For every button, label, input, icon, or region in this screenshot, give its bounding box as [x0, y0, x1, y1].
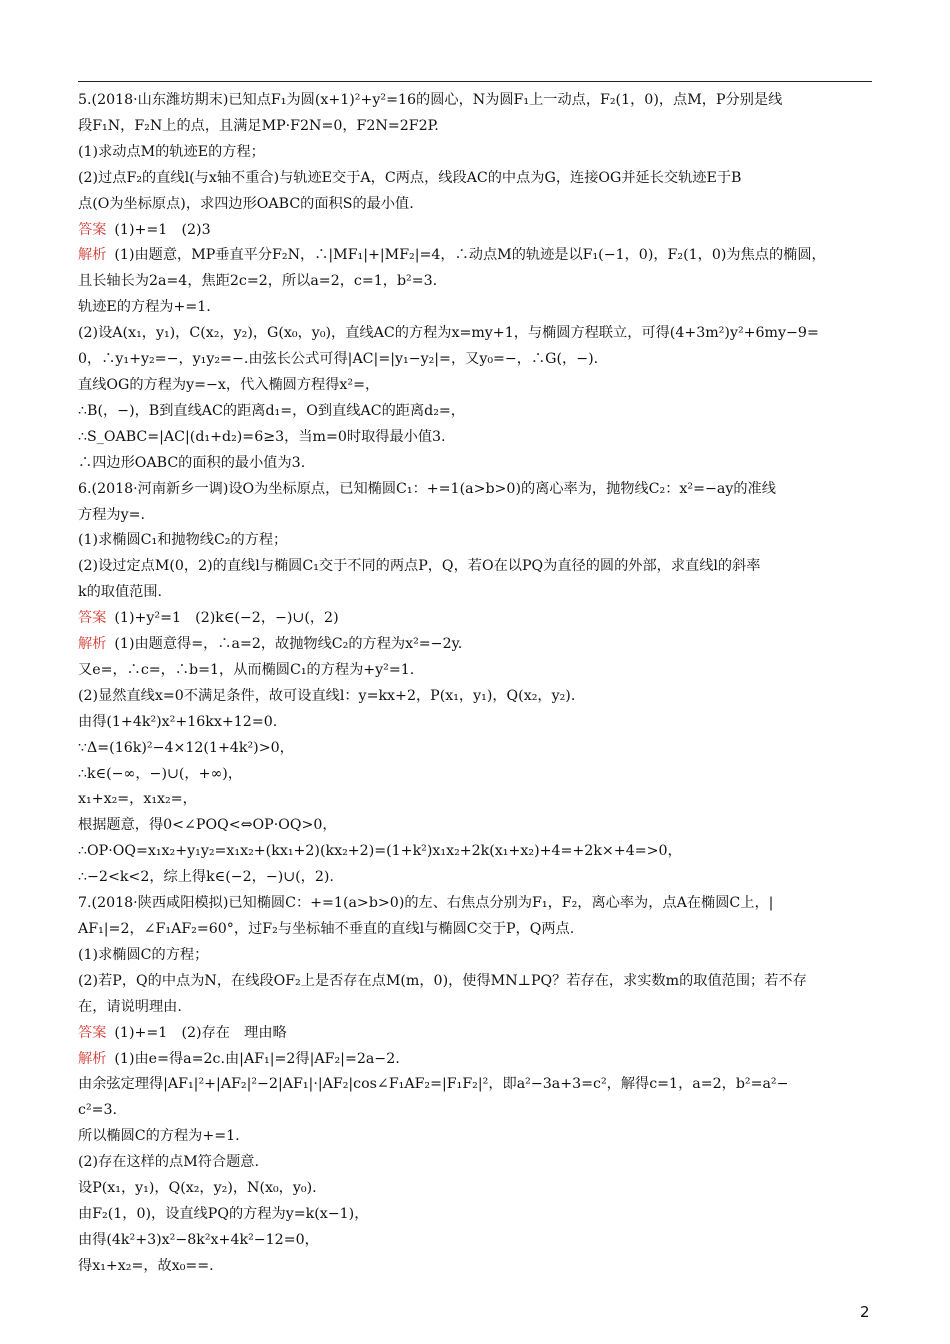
text-line — [78, 736, 878, 762]
text-line — [78, 554, 878, 580]
line-text: ∴OP·OQ=x₁x₂+y₁y₂=x₁x₂+(kx₁+2)(kx₂+2)=(1+k²)x₁x₂+2k(x₁+x₂)+4=+2k×+4=>0， — [78, 843, 682, 860]
line-text: 且长轴长为2a=4，焦距2c=2，所以a=2，c=1，b²=3. — [78, 273, 438, 290]
line-text: (1)+y²=1 (2)k∈(−2，−)∪(，2) — [114, 610, 339, 627]
line-text: (2)若P，Q的中点为N，在线段OF₂上是否存在点M(m，0)，使得MN⊥PQ？若存在，求实数m的取值范围；若不存 — [78, 972, 807, 989]
text-line — [78, 425, 878, 451]
text-line — [78, 1254, 878, 1280]
text-line — [78, 451, 878, 477]
line-text: 由得(4k²+3)x²−8k²x+4k²−12=0， — [78, 1231, 319, 1248]
line-text: 0，∴y₁+y₂=−，y₁y₂=−.由弦长公式可得|AC|=|y₁−y₂|=，又y₀=−，∴G(，−). — [78, 351, 599, 368]
line-text: 点(O为坐标原点)，求四边形OABC的面积S的最小值. — [78, 195, 414, 212]
line-text: 7.(2018·陕西咸阳模拟)已知椭圆C：+=1(a>b>0)的左、右焦点分别为F₁，F₂，离心率为，点A在椭圆C上，| — [78, 895, 774, 912]
analysis-label: 解析 — [78, 636, 107, 653]
document-body — [78, 88, 878, 1280]
page-number: 2 — [860, 1303, 870, 1321]
text-line — [78, 891, 878, 917]
text-line — [78, 1098, 878, 1124]
line-text: 方程为y=. — [78, 506, 145, 523]
text-line — [78, 580, 878, 606]
line-text: (1)由题意得=，∴a=2，故抛物线C₂的方程为x²=−2y. — [114, 636, 463, 653]
line-text: 所以椭圆C的方程为+=1. — [78, 1128, 240, 1145]
line-text: x₁+x₂=，x₁x₂=， — [78, 791, 197, 808]
line-text: 6.(2018·河南新乡一调)设O为坐标原点，已知椭圆C₁：+=1(a>b>0)的离心率为，抛物线C₂：x²=−ay的准线 — [78, 480, 776, 497]
line-text: (1)求动点M的轨迹E的方程； — [78, 143, 265, 160]
text-line — [78, 606, 878, 632]
text-line — [78, 684, 878, 710]
text-line — [78, 787, 878, 813]
analysis-label: 解析 — [78, 1050, 107, 1067]
line-text: 得x₁+x₂=，故x₀==. — [78, 1257, 214, 1274]
line-text: ∴−2<k<2，综上得k∈(−2，−)∪(，2). — [78, 869, 334, 886]
line-text: (1)由题意，MP垂直平分F₂N，∴|MF₁|+|MF₂|=4，∴动点M的轨迹是以F₁(−1，0)，F₂(1，0)为焦点的椭圆， — [114, 247, 826, 264]
line-text: (2)存在这样的点M符合题意. — [78, 1154, 260, 1171]
text-line — [78, 839, 878, 865]
line-text: 直线OG的方程为y=−x，代入椭圆方程得x²=， — [78, 376, 380, 393]
text-line — [78, 1228, 878, 1254]
answer-label: 答案 — [78, 1024, 107, 1041]
line-text: (1)+=1 (2)存在 理由略 — [114, 1024, 287, 1041]
text-line — [78, 969, 878, 995]
text-line — [78, 114, 878, 140]
answer-label: 答案 — [78, 221, 107, 238]
line-text: 轨迹E的方程为+=1. — [78, 299, 211, 316]
text-line — [78, 295, 878, 321]
analysis-label: 解析 — [78, 247, 107, 264]
text-line — [78, 762, 878, 788]
line-text: AF₁|=2，∠F₁AF₂=60°，过F₂与坐标轴不垂直的直线l与椭圆C交于P，Q两点. — [78, 921, 575, 937]
line-text: 由得(1+4k²)x²+16kx+12=0. — [78, 713, 278, 730]
answer-label: 答案 — [78, 610, 107, 627]
text-line — [78, 399, 878, 425]
text-line — [78, 995, 878, 1021]
text-line — [78, 1124, 878, 1150]
text-line — [78, 321, 878, 347]
text-line — [78, 943, 878, 969]
line-text: 又e=，∴c=，∴b=1，从而椭圆C₁的方程为+y²=1. — [78, 661, 415, 678]
text-line — [78, 269, 878, 295]
text-line — [78, 865, 878, 891]
line-text: 在，请说明理由. — [78, 998, 182, 1015]
line-text: ∴B(，−)，B到直线AC的距离d₁=，O到直线AC的距离d₂=， — [78, 402, 465, 419]
text-line — [78, 218, 878, 244]
text-line — [78, 917, 878, 943]
text-line — [78, 503, 878, 529]
line-text: (2)过点F₂的直线l(与x轴不重合)与轨迹E交于A，C两点，线段AC的中点为G，连接OG并延长交轨迹E于B — [78, 169, 742, 186]
text-line — [78, 1202, 878, 1228]
header-rule — [78, 81, 872, 82]
line-text: (2)设A(x₁，y₁)，C(x₂，y₂)，G(x₀，y₀)，直线AC的方程为x=my+1，与椭圆方程联立，可得(4+3m²)y²+6my−9= — [78, 325, 819, 342]
line-text: 根据题意，得0<∠POQ<⇔OP·OQ>0， — [78, 817, 337, 834]
text-line — [78, 528, 878, 554]
line-text: 5.(2018·山东潍坊期末)已知点F₁为圆(x+1)²+y²=16的圆心，N为圆F₁上一动点，F₂(1，0)，点M，P分别是线 — [78, 92, 783, 108]
text-line — [78, 632, 878, 658]
line-text: 由余弦定理得|AF₁|²+|AF₂|²−2|AF₁|·|AF₂|cos∠F₁AF₂=|F₁F₂|²，即a²−3a+3=c²，解得c=1，a=2，b²=a²− — [78, 1076, 789, 1093]
text-line — [78, 88, 878, 114]
line-text: (2)设过定点M(0，2)的直线l与椭圆C₁交于不同的两点P，Q，若O在以PQ为直径的圆的外部，求直线l的斜率 — [78, 558, 761, 575]
text-line — [78, 1072, 878, 1098]
text-line — [78, 813, 878, 839]
line-text: c²=3. — [78, 1102, 118, 1119]
text-line — [78, 1021, 878, 1047]
line-text: 设P(x₁，y₁)，Q(x₂，y₂)，N(x₀，y₀). — [78, 1180, 317, 1197]
text-line — [78, 1176, 878, 1202]
text-line — [78, 166, 878, 192]
text-line — [78, 347, 878, 373]
text-line — [78, 1047, 878, 1073]
line-text: (2)显然直线x=0不满足条件，故可设直线l：y=kx+2，P(x₁，y₁)，Q(x₂，y₂). — [78, 687, 576, 704]
text-line — [78, 477, 878, 503]
line-text: (1)+=1 (2)3 — [114, 221, 211, 238]
line-text: ∵Δ=(16k)²−4×12(1+4k²)>0， — [78, 739, 294, 756]
line-text: ∴四边形OABC的面积的最小值为3. — [78, 454, 306, 471]
line-text: k的取值范围. — [78, 584, 163, 601]
line-text: 由F₂(1，0)，设直线PQ的方程为y=k(x−1)， — [78, 1205, 369, 1222]
line-text: ∴S_OABC=|AC|(d₁+d₂)=6≥3，当m=0时取得最小值3. — [78, 428, 446, 445]
text-line — [78, 373, 878, 399]
text-line — [78, 658, 878, 684]
line-text: (1)求椭圆C的方程； — [78, 946, 209, 963]
line-text: 段F₁N，F₂N上的点，且满足MP·F2N=0，F2N=2F2P. — [78, 117, 439, 134]
text-line — [78, 243, 878, 269]
line-text: (1)由e=得a=2c.由|AF₁|=2得|AF₂|=2a−2. — [114, 1050, 400, 1067]
line-text: ∴k∈(−∞，−)∪(，+∞)， — [78, 765, 243, 782]
text-line — [78, 1150, 878, 1176]
text-line — [78, 192, 878, 218]
text-line — [78, 140, 878, 166]
text-line — [78, 710, 878, 736]
line-text: (1)求椭圆C₁和抛物线C₂的方程； — [78, 532, 288, 549]
